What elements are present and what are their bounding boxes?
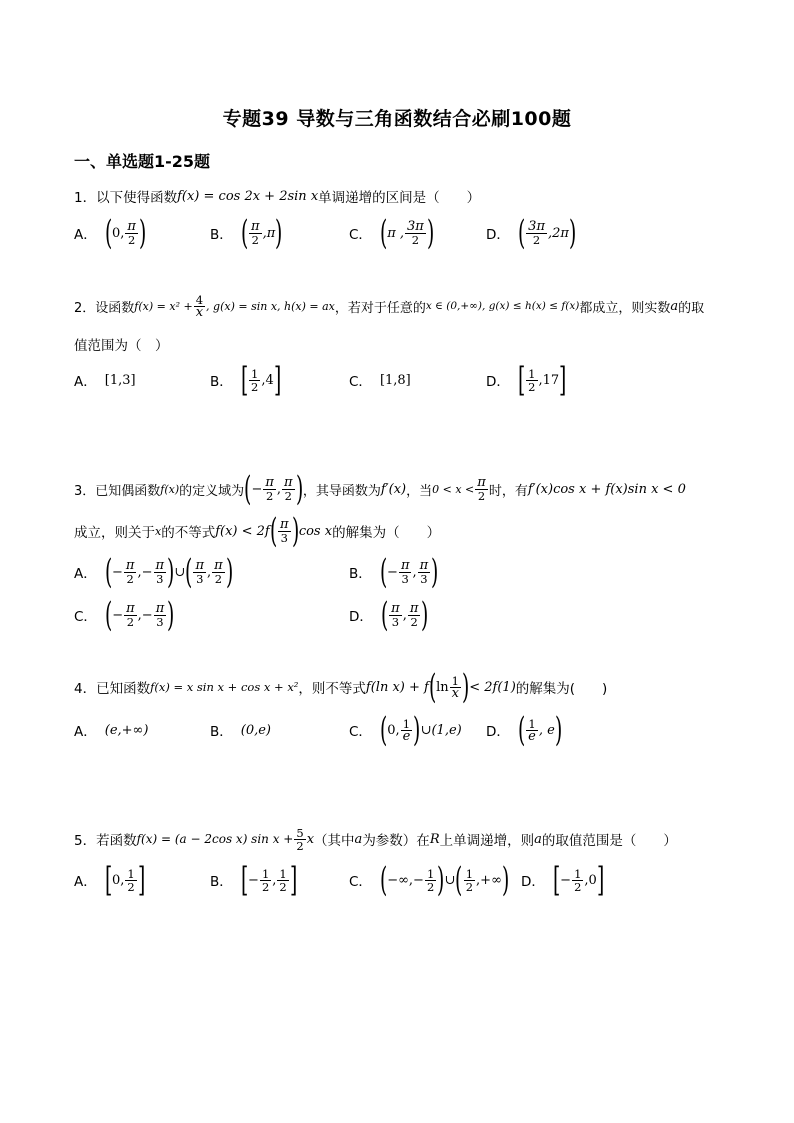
- question-1: [74, 180, 480, 212]
- question-2: 2． 设函数 f(x) = x² + $\frac{4}{x}$ , g(x) = sin x, h(x) = ax ，若对于任意的 x ∈ (0,+∞), g(x) ≤ h(x) ≤ f(x) 都成立，则实数 a 的取: [74, 292, 705, 320]
- question-number: 1．: [74, 190, 97, 206]
- option-b[interactable]: B． [ $\frac{1}{2}$ ,4 ]: [210, 360, 282, 400]
- option-c[interactable]: C． ( −∞,− $\frac{1}{2}$ ) ∪ ( $\frac{1}{2}$ ,+∞ ): [349, 860, 510, 900]
- option-a[interactable]: A． [1,3]: [74, 372, 136, 390]
- question-3: 3． 已知偶函数 f(x) 的定义域为 ( − $\frac{\pi}{2}$ , $\frac{\pi}{2}$ ) ，其导函数为 f′(x) ，当 0 < x < $\frac{\pi}{2}$ 时，有 f′(x)cos x + f(x)sin x < 0: [74, 469, 686, 509]
- option-c[interactable]: C． ( 0, $\frac{1}{e}$ ) ∪(1,e): [349, 710, 462, 750]
- option-a[interactable]: A． ( 0, $\frac{\pi}{2}$ ): [74, 213, 147, 253]
- option-d[interactable]: D． [ − $\frac{1}{2}$ ,0 ]: [521, 860, 605, 900]
- option-c[interactable]: C． ( π , $\frac{3\pi}{2}$ ): [349, 213, 435, 253]
- question-3-line2: 成立，则关于 x 的不等式 f(x) < 2f ( $\frac{\pi}{3}$ ) cos x 的解集为（ ）: [74, 511, 441, 551]
- option-d[interactable]: D． ( $\frac{1}{e}$ , e ): [486, 710, 563, 750]
- option-a[interactable]: A． ( − $\frac{\pi}{2}$ ,− $\frac{\pi}{3}$ ) ∪ ( $\frac{\pi}{3}$ , $\frac{\pi}{2}$ ): [74, 552, 233, 592]
- option-d[interactable]: D． ( $\frac{\pi}{3}$ , $\frac{\pi}{2}$ ): [349, 595, 429, 635]
- option-b[interactable]: B． [ − $\frac{1}{2}$ , $\frac{1}{2}$ ]: [210, 860, 298, 900]
- page-title: 专题39 导数与三角函数结合必刷100题: [222, 108, 572, 130]
- option-b[interactable]: B． (0,e): [210, 722, 272, 740]
- option-a[interactable]: A． (e,+∞): [74, 722, 149, 740]
- option-b[interactable]: B． ( − $\frac{\pi}{3}$ , $\frac{\pi}{3}$ ): [349, 552, 439, 592]
- question-text: 单调递增的区间是（ ）: [318, 190, 481, 206]
- option-c[interactable]: C． [1,8]: [349, 372, 411, 390]
- question-2-line2: 值范围为（ ）: [74, 338, 169, 354]
- option-a[interactable]: A． [ 0, $\frac{1}{2}$ ]: [74, 860, 146, 900]
- option-d[interactable]: D． [ $\frac{1}{2}$ ,17 ]: [486, 360, 567, 400]
- option-d[interactable]: D． ( $\frac{3\pi}{2}$ ,2π ): [486, 213, 577, 253]
- question-text: 以下使得函数: [96, 190, 178, 206]
- question-5: 5． 若函数 f(x) = (a − 2cos x) sin x + $\frac{5}{2}$ x （其中 a 为参数）在 R 上单调递增，则 a 的取值范围是（ ）: [74, 825, 677, 853]
- option-b[interactable]: B． ( $\frac{\pi}{2}$ ,π ): [210, 213, 283, 253]
- math-expression: f(x) = cos 2x + 2sin x: [177, 188, 319, 204]
- section-heading: 一、单选题1-25题: [74, 152, 211, 171]
- question-4: 4． 已知函数 f(x) = x sin x + cos x + x² ，则不等式 f(ln x) + f ( ln $\frac{1}{x}$ ) < 2f(1) 的解集为( ): [74, 667, 608, 707]
- option-c[interactable]: C． ( − $\frac{\pi}{2}$ ,− $\frac{\pi}{3}$ ): [74, 595, 175, 635]
